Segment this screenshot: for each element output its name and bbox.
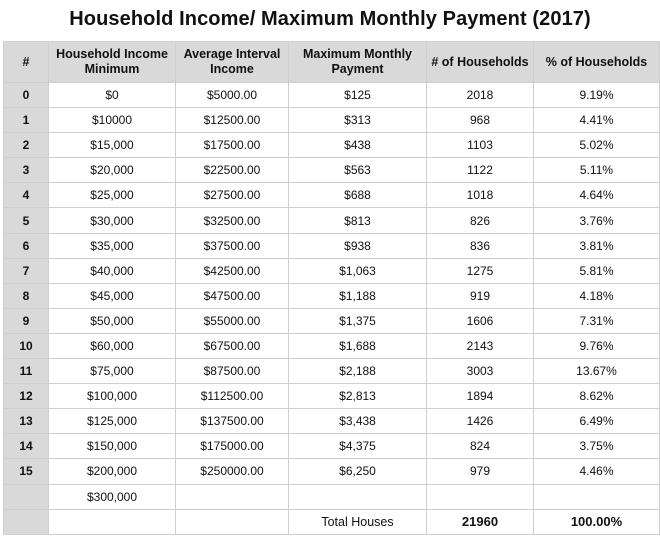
household-count-cell: 1103 [427,133,534,158]
household-count-cell: 968 [427,108,534,133]
average-income-cell: $47500.00 [176,283,289,308]
average-income-cell: $55000.00 [176,308,289,333]
income-minimum-cell: $0 [49,83,176,108]
table-row [4,459,660,484]
max-payment-cell: $125 [289,83,427,108]
income-minimum-cell: $50,000 [49,308,176,333]
max-payment-cell: $6,250 [289,459,427,484]
average-income-cell: $250000.00 [176,459,289,484]
household-percent-cell: 6.49% [534,409,660,434]
income-minimum-cell: $15,000 [49,133,176,158]
average-income-cell: $27500.00 [176,183,289,208]
average-income-cell: $175000.00 [176,434,289,459]
household-count-cell: 1606 [427,308,534,333]
income-minimum-cell: $300,000 [49,484,176,509]
max-payment-cell: $1,188 [289,283,427,308]
household-count-cell: 919 [427,283,534,308]
max-payment-cell: $1,375 [289,308,427,333]
table-row [4,158,660,183]
income-minimum-cell: $10000 [49,108,176,133]
header-average-income: Average Interval Income [176,42,289,83]
total-empty-cell [176,509,289,534]
income-minimum-cell: $125,000 [49,409,176,434]
average-income-cell: $137500.00 [176,409,289,434]
average-income-cell: $17500.00 [176,133,289,158]
household-percent-cell: 5.11% [534,158,660,183]
household-percent-cell: 9.76% [534,333,660,358]
header-max-payment: Maximum Monthly Payment [289,42,427,83]
average-income-cell: $32500.00 [176,208,289,233]
header-household-percent: % of Households [534,42,660,83]
row-index: 3 [4,158,49,183]
total-label: Total Houses [289,509,427,534]
row-index: 1 [4,108,49,133]
table-row [4,233,660,258]
household-percent-cell: 5.81% [534,258,660,283]
row-index: 8 [4,283,49,308]
table-row [4,283,660,308]
row-index: 11 [4,359,49,384]
average-income-cell: $67500.00 [176,333,289,358]
max-payment-cell: $438 [289,133,427,158]
row-index: 9 [4,308,49,333]
table-row [4,359,660,384]
household-percent-cell: 8.62% [534,384,660,409]
household-percent-cell: 13.67% [534,359,660,384]
average-income-cell: $42500.00 [176,258,289,283]
income-minimum-cell: $45,000 [49,283,176,308]
income-minimum-cell: $35,000 [49,233,176,258]
max-payment-cell: $3,438 [289,409,427,434]
total-households: 21960 [427,509,534,534]
average-income-cell: $5000.00 [176,83,289,108]
max-payment-cell: $813 [289,208,427,233]
household-percent-cell: 7.31% [534,308,660,333]
max-payment-cell: $1,063 [289,258,427,283]
table-row [4,258,660,283]
table-row [4,83,660,108]
household-percent-cell: 4.41% [534,108,660,133]
row-index: 13 [4,409,49,434]
average-income-cell [176,484,289,509]
household-count-cell: 1275 [427,258,534,283]
household-count-cell: 979 [427,459,534,484]
row-index: 7 [4,258,49,283]
household-count-cell: 836 [427,233,534,258]
average-income-cell: $22500.00 [176,158,289,183]
table-row [4,108,660,133]
page-title: Household Income/ Maximum Monthly Payment (2017) [69,8,591,30]
household-count-cell: 1894 [427,384,534,409]
row-index: 14 [4,434,49,459]
table-row [4,208,660,233]
row-index: 10 [4,333,49,358]
table-body [4,83,660,535]
row-index [4,484,49,509]
household-count-cell: 1018 [427,183,534,208]
max-payment-cell [289,484,427,509]
income-minimum-cell: $20,000 [49,158,176,183]
household-percent-cell: 4.18% [534,283,660,308]
row-index: 0 [4,83,49,108]
row-index: 12 [4,384,49,409]
max-payment-cell: $2,188 [289,359,427,384]
household-percent-cell: 4.64% [534,183,660,208]
household-count-cell: 2143 [427,333,534,358]
household-percent-cell: 3.76% [534,208,660,233]
average-income-cell: $87500.00 [176,359,289,384]
table-row [4,409,660,434]
header-index: # [4,42,49,83]
household-count-cell: 1426 [427,409,534,434]
income-minimum-cell: $200,000 [49,459,176,484]
max-payment-cell: $4,375 [289,434,427,459]
header-income-minimum: Household Income Minimum [49,42,176,83]
household-count-cell: 1122 [427,158,534,183]
income-minimum-cell: $30,000 [49,208,176,233]
max-payment-cell: $688 [289,183,427,208]
average-income-cell: $12500.00 [176,108,289,133]
row-index: 2 [4,133,49,158]
table-row [4,484,660,509]
table-row [4,333,660,358]
household-percent-cell: 3.81% [534,233,660,258]
total-percent: 100.00% [534,509,660,534]
table-row [4,384,660,409]
max-payment-cell: $563 [289,158,427,183]
income-minimum-cell: $150,000 [49,434,176,459]
max-payment-cell: $2,813 [289,384,427,409]
row-index: 4 [4,183,49,208]
household-count-cell: 3003 [427,359,534,384]
total-empty-cell [49,509,176,534]
table-row [4,133,660,158]
household-count-cell: 824 [427,434,534,459]
household-percent-cell [534,484,660,509]
household-percent-cell: 5.02% [534,133,660,158]
row-index: 5 [4,208,49,233]
household-percent-cell: 3.75% [534,434,660,459]
average-income-cell: $112500.00 [176,384,289,409]
table-row [4,308,660,333]
income-table [3,41,660,535]
income-minimum-cell: $60,000 [49,333,176,358]
income-minimum-cell: $40,000 [49,258,176,283]
household-percent-cell: 4.46% [534,459,660,484]
total-index-cell [4,509,49,534]
income-minimum-cell: $75,000 [49,359,176,384]
household-count-cell [427,484,534,509]
household-count-cell: 826 [427,208,534,233]
income-minimum-cell: $100,000 [49,384,176,409]
row-index: 15 [4,459,49,484]
income-minimum-cell: $25,000 [49,183,176,208]
max-payment-cell: $313 [289,108,427,133]
household-count-cell: 2018 [427,83,534,108]
max-payment-cell: $1,688 [289,333,427,358]
household-percent-cell: 9.19% [534,83,660,108]
average-income-cell: $37500.00 [176,233,289,258]
table-row [4,183,660,208]
header-row [4,42,660,83]
row-index: 6 [4,233,49,258]
total-row [4,509,660,534]
table-row [4,434,660,459]
max-payment-cell: $938 [289,233,427,258]
header-household-count: # of Households [427,42,534,83]
